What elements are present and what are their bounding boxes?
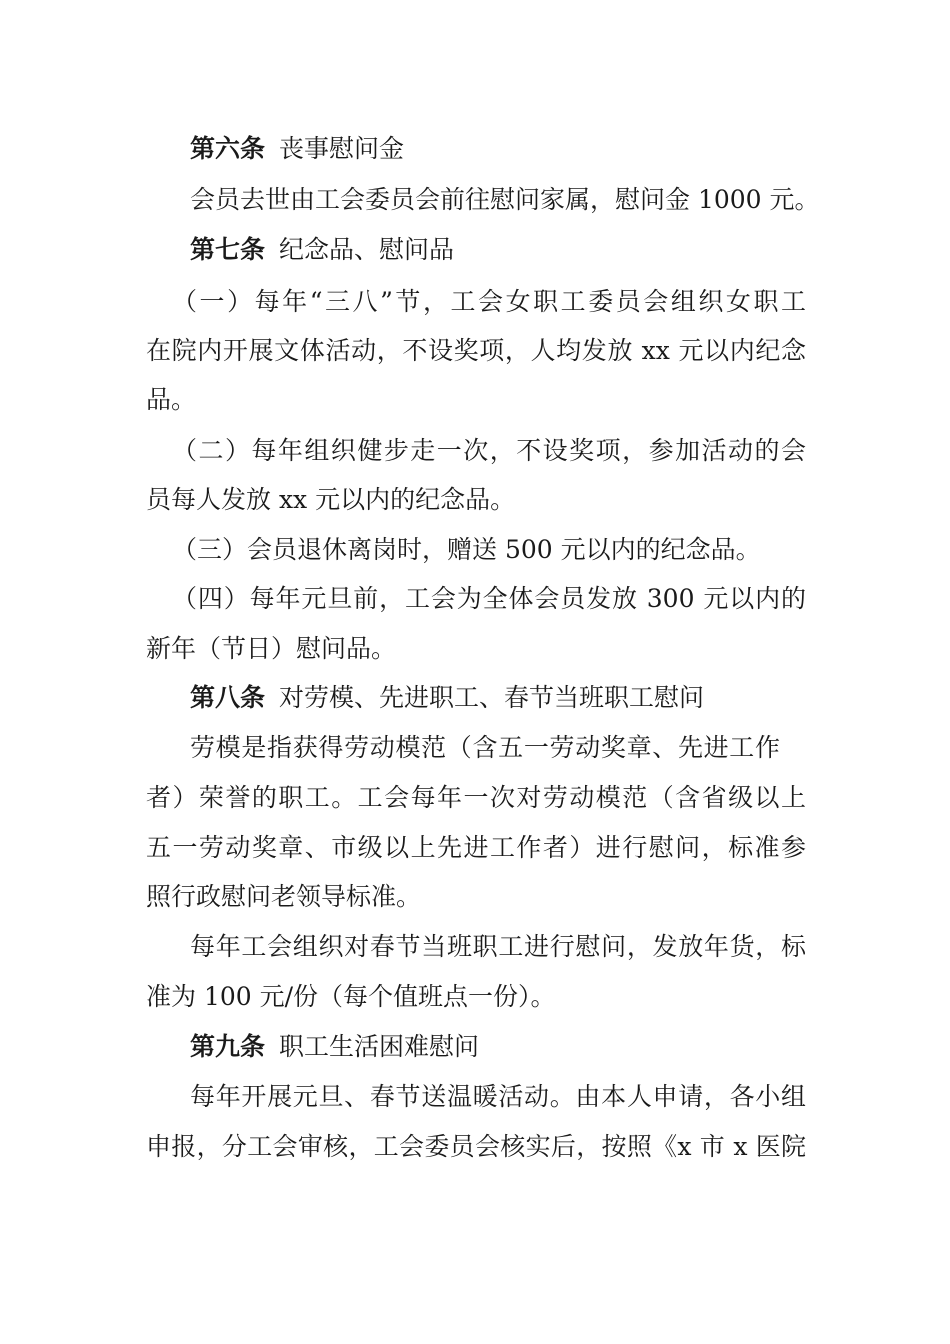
paragraph-line: 申报，分工会审核，工会委员会核实后，按照《x 市 x 医院 (146, 1132, 806, 1161)
paragraph-line: 准为 100 元/份（每个值班点一份）。 (146, 982, 556, 1011)
paragraph-line: 在院内开展文体活动，不设奖项，人均发放 xx 元以内纪念 (146, 336, 806, 365)
article9-heading (190, 1030, 850, 1064)
paragraph-line: 会员去世由工会委员会前往慰问家属，慰问金 1000 元。 (190, 185, 820, 214)
article7-heading (190, 233, 850, 267)
paragraph-line: 每年开展元旦、春节送温暖活动。由本人申请，各小组 (190, 1082, 806, 1111)
article-title: 对劳模、先进职工、春节当班职工慰问 (279, 683, 705, 712)
paragraph-line: 品。 (146, 385, 197, 414)
article-number: 第九条 (190, 1032, 266, 1061)
article-title: 丧事慰问金 (279, 134, 405, 163)
article6-heading (190, 132, 850, 166)
paragraph-line: 照行政慰问老领导标准。 (146, 882, 422, 911)
paragraph-line: （一）每年“三八”节，工会女职工委员会组织女职工 (172, 287, 806, 316)
article-title: 纪念品、慰问品 (279, 235, 455, 264)
paragraph-line: 员每人发放 xx 元以内的纪念品。 (146, 485, 516, 514)
article8-heading (190, 681, 850, 715)
article-number: 第六条 (190, 134, 266, 163)
paragraph-line: （二）每年组织健步走一次，不设奖项，参加活动的会 (172, 436, 806, 465)
article-title: 职工生活困难慰问 (279, 1032, 480, 1061)
paragraph-line: 新年（节日）慰问品。 (146, 634, 397, 663)
paragraph-line: 劳模是指获得劳动模范（含五一劳动奖章、先进工作 (190, 733, 780, 762)
paragraph-line: （三）会员退休离岗时，赠送 500 元以内的纪念品。 (172, 535, 761, 564)
paragraph-line: 者）荣誉的职工。工会每年一次对劳动模范（含省级以上 (146, 783, 806, 812)
article-number: 第八条 (190, 683, 266, 712)
paragraph-line: （四）每年元旦前，工会为全体会员发放 300 元以内的 (172, 584, 806, 613)
paragraph-line: 五一劳动奖章、市级以上先进工作者）进行慰问，标准参 (146, 833, 806, 862)
paragraph-line: 每年工会组织对春节当班职工进行慰问，发放年货，标 (190, 932, 806, 961)
article-number: 第七条 (190, 235, 266, 264)
